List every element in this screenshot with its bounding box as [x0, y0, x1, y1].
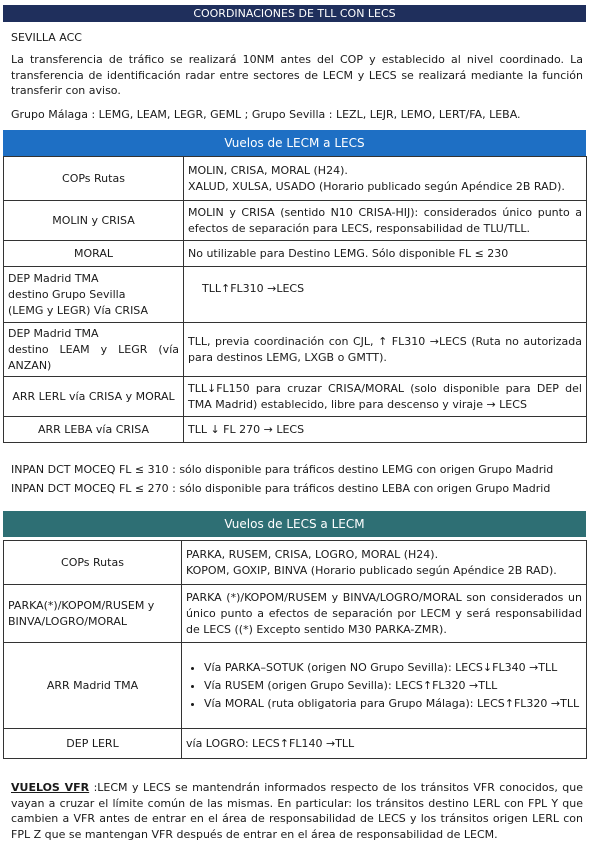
table-row — [4, 417, 587, 443]
row-label: COPs Rutas — [4, 541, 182, 585]
table-row — [4, 267, 587, 323]
row-value: No utilizable para Destino LEMG. Sólo disponible FL ≤ 230 — [184, 241, 587, 267]
list-item: • Vía RUSEM (origen Grupo Sevilla): LECS↑FL320 →TLL — [204, 678, 582, 694]
row-value: TLL↓FL150 para cruzar CRISA/MORAL (solo disponible para DEP del TMA Madrid) establecido, libre para descenso y viraje → LECS — [184, 377, 587, 417]
vfr-label: VUELOS VFR — [11, 781, 90, 794]
table-row — [4, 643, 587, 729]
row-value: PARKA, RUSEM, CRISA, LOGRO, MORAL (H24). KOPOM, GOXIP, BINVA (Horario publicado según Apéndice 2B RAD). — [182, 541, 587, 585]
vfr-paragraph — [11, 780, 583, 842]
document-title: COORDINACIONES DE TLL CON LECS — [3, 5, 586, 22]
row-label: ARR Madrid TMA — [4, 643, 182, 729]
row-label: COPs Rutas — [4, 157, 184, 201]
table-row — [4, 729, 587, 759]
row-value: PARKA (*)/KOPOM/RUSEM y BINVA/LOGRO/MORAL son considerados un único punto a efectos de separación por LECM y será responsabilidad de LECS ((*) Excepto sentido M30 PARKA-ZMR). — [182, 585, 587, 643]
lecs-to-lecm-table — [3, 540, 587, 759]
list-item: • Vía MORAL (ruta obligatoria para Grupo Málaga): LECS↑FL320 →TLL — [204, 696, 582, 712]
row-value: TLL↑FL310 →LECS — [184, 267, 587, 323]
inpan-note-1: INPAN DCT MOCEQ FL ≤ 310 : sólo disponible para tráficos destino LEMG con origen Grupo Madrid — [11, 463, 554, 476]
row-label: DEP Madrid TMA destino LEAM y LEGR (vía ANZAN) — [4, 323, 184, 377]
table-row — [4, 201, 587, 241]
row-label: MOLIN y CRISA — [4, 201, 184, 241]
intro-paragraph: La transferencia de tráfico se realizará 10NM antes del COP y establecido al nivel coordinado. La transferencia de identificación radar entre sectores de LECM y LECS se realizará mediante la función transferir con aviso. — [11, 53, 583, 97]
row-label: PARKA(*)/KOPOM/RUSEM y BINVA/LOGRO/MORAL — [4, 585, 182, 643]
table-row — [4, 323, 587, 377]
row-value: TLL ↓ FL 270 → LECS — [184, 417, 587, 443]
row-value: TLL, previa coordinación con CJL, ↑ FL310 →LECS (Ruta no autorizada para destinos LEMG, LXGB o GMTT). — [184, 323, 587, 377]
inpan-note-2: INPAN DCT MOCEQ FL ≤ 270 : sólo disponible para tráficos destino LEBA con origen Grupo Madrid — [11, 482, 551, 495]
table-row — [4, 585, 587, 643]
section-lecm-lecs-header: Vuelos de LECM a LECS — [3, 130, 586, 156]
acc-name: SEVILLA ACC — [11, 31, 82, 44]
vfr-text: :LECM y LECS se mantendrán informados respecto de los tránsitos VFR conocidos, que vayan a cruzar el límite común de las mismas. En particular: los tránsitos destino LERL con FPL Y que cambien a VFR antes de entrar en el área de responsabilidad de LECS y los tránsitos origen LERL con FPL Z que se mantengan VFR después de entrar en el área de responsabilidad de LECM. — [11, 781, 583, 841]
row-label: DEP Madrid TMA destino Grupo Sevilla (LEMG y LEGR) Vía CRISA — [4, 267, 184, 323]
list-item: • Vía PARKA–SOTUK (origen NO Grupo Sevilla): LECS↓FL340 →TLL — [204, 660, 582, 676]
groups-paragraph: Grupo Málaga : LEMG, LEAM, LEGR, GEML ; Grupo Sevilla : LEZL, LEJR, LEMO, LERT/FA, LEBA. — [11, 108, 521, 121]
row-value: MOLIN y CRISA (sentido N10 CRISA-HIJ): considerados único punto a efectos de separación para LECS, responsabilidad de TLU/TLL. — [184, 201, 587, 241]
row-value: MOLIN, CRISA, MORAL (H24). XALUD, XULSA, USADO (Horario publicado según Apéndice 2B RAD). — [184, 157, 587, 201]
lecm-to-lecs-table — [3, 156, 587, 443]
row-value: vía LOGRO: LECS↑FL140 →TLL — [182, 729, 587, 759]
row-label: ARR LEBA vía CRISA — [4, 417, 184, 443]
row-label: DEP LERL — [4, 729, 182, 759]
row-label: MORAL — [4, 241, 184, 267]
row-value — [182, 643, 587, 729]
section-lecs-lecm-header: Vuelos de LECS a LECM — [3, 511, 586, 537]
table-row — [4, 157, 587, 201]
table-row — [4, 541, 587, 585]
table-row — [4, 241, 587, 267]
arr-madrid-list — [186, 660, 582, 712]
row-label: ARR LERL vía CRISA y MORAL — [4, 377, 184, 417]
table-row — [4, 377, 587, 417]
